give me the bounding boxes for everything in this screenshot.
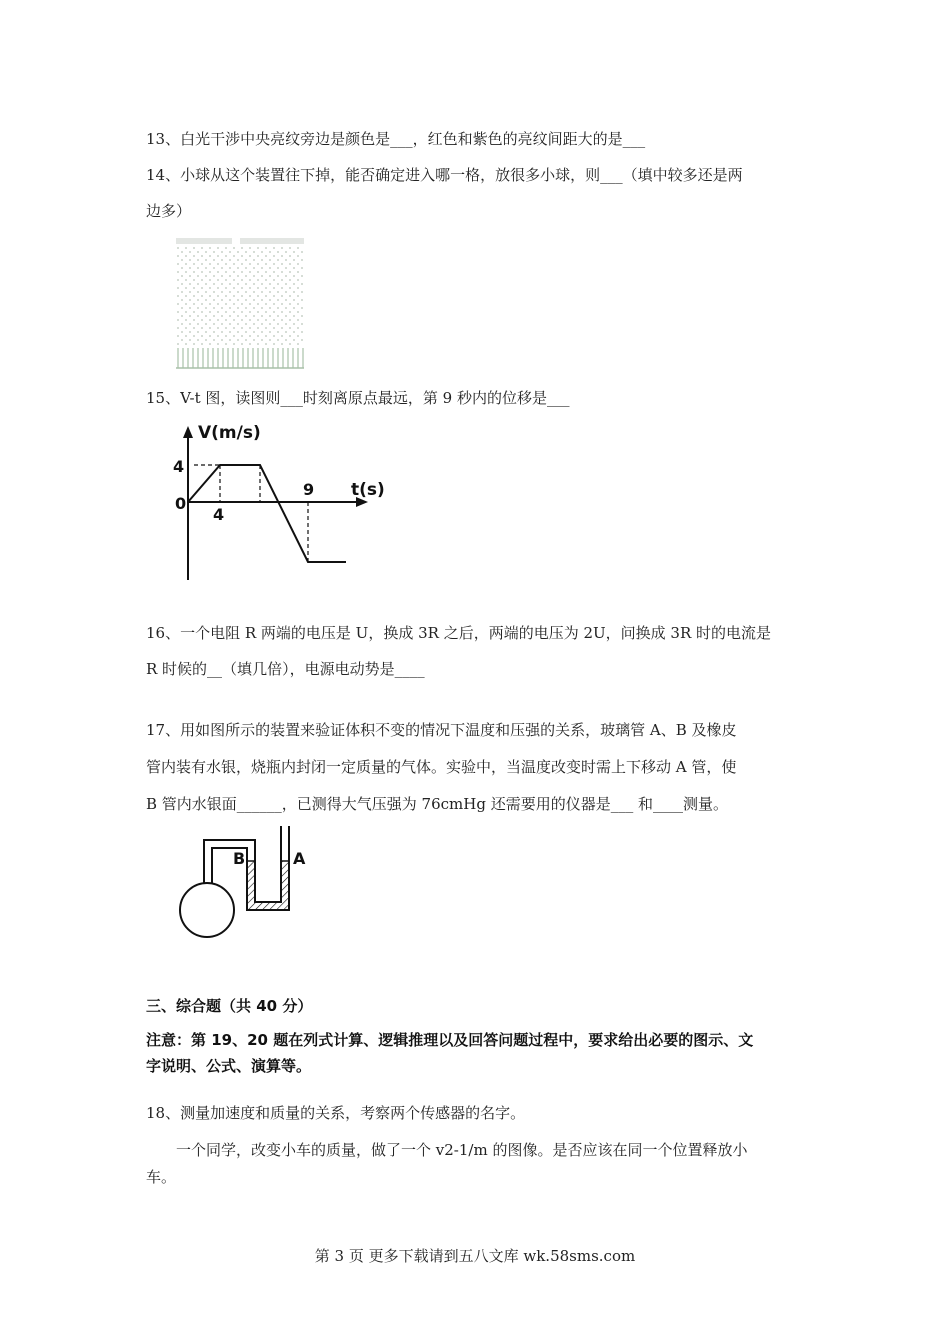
x-tick-label: 4 xyxy=(213,505,225,524)
question-16-line1: 16、一个电阻 R 两端的电压是 U，换成 3R 之后，两端的电压为 2U，问换成 3R 时的电流是 xyxy=(146,624,772,642)
question-17-line2: 管内装有水银，烧瓶内封闭一定质量的气体。实验中，当温度改变时需上下移动 A 管，使 xyxy=(146,758,737,776)
y-axis-arrow-icon xyxy=(183,426,193,438)
question-14-line1: 14、小球从这个装置往下掉，能否确定进入哪一格，放很多小球，则___（填中较多还是两 xyxy=(146,166,743,184)
note-line1: 注意：第 19、20 题在列式计算、逻辑推理以及回答问题过程中，要求给出必要的图示、文 xyxy=(146,1031,754,1049)
question-18-line1: 18、测量加速度和质量的关系，考察两个传感器的名字。 xyxy=(146,1104,526,1122)
question-16-line2: R 时候的__（填几倍），电源电动势是____ xyxy=(146,660,425,678)
velocity-line xyxy=(188,465,346,562)
question-15: 15、V-t 图，读图则___时刻离原点最远，第 9 秒内的位移是___ xyxy=(146,389,570,407)
question-17-line1: 17、用如图所示的装置来验证体积不变的情况下温度和压强的关系，玻璃管 A、B 及橡皮 xyxy=(146,721,737,739)
tube-b-label: B xyxy=(233,849,246,868)
note-line2: 字说明、公式、演算等。 xyxy=(146,1057,312,1075)
y-tick-label: 4 xyxy=(173,457,185,476)
question-18-line3: 车。 xyxy=(146,1168,177,1186)
page-footer: 第 3 页 更多下载请到五八文库 wk.58sms.com xyxy=(314,1247,636,1265)
galton-board-figure xyxy=(176,238,304,374)
section-title: 三、综合题（共 40 分） xyxy=(146,997,313,1015)
question-18-line2: 一个同学，改变小车的质量，做了一个 v2-1/m 的图像。是否应该在同一个位置释放小 xyxy=(176,1141,748,1159)
x-tick-label: 9 xyxy=(303,480,315,499)
gas-apparatus-figure xyxy=(176,826,316,948)
flask xyxy=(180,883,234,937)
origin-label: 0 xyxy=(175,494,187,513)
vt-graph-figure xyxy=(168,420,408,584)
question-14-line2: 边多） xyxy=(146,202,192,220)
question-13: 13、白光干涉中央亮纹旁边是颜色是___，红色和紫色的亮纹间距大的是___ xyxy=(146,130,646,148)
x-axis-label: t(s) xyxy=(351,480,385,500)
question-17-line3: B 管内水银面______，已测得大气压强为 76cmHg 还需要用的仪器是___ 和____测量。 xyxy=(146,795,728,813)
y-axis-label: V(m/s) xyxy=(198,423,261,443)
tube-a-label: A xyxy=(293,849,306,868)
